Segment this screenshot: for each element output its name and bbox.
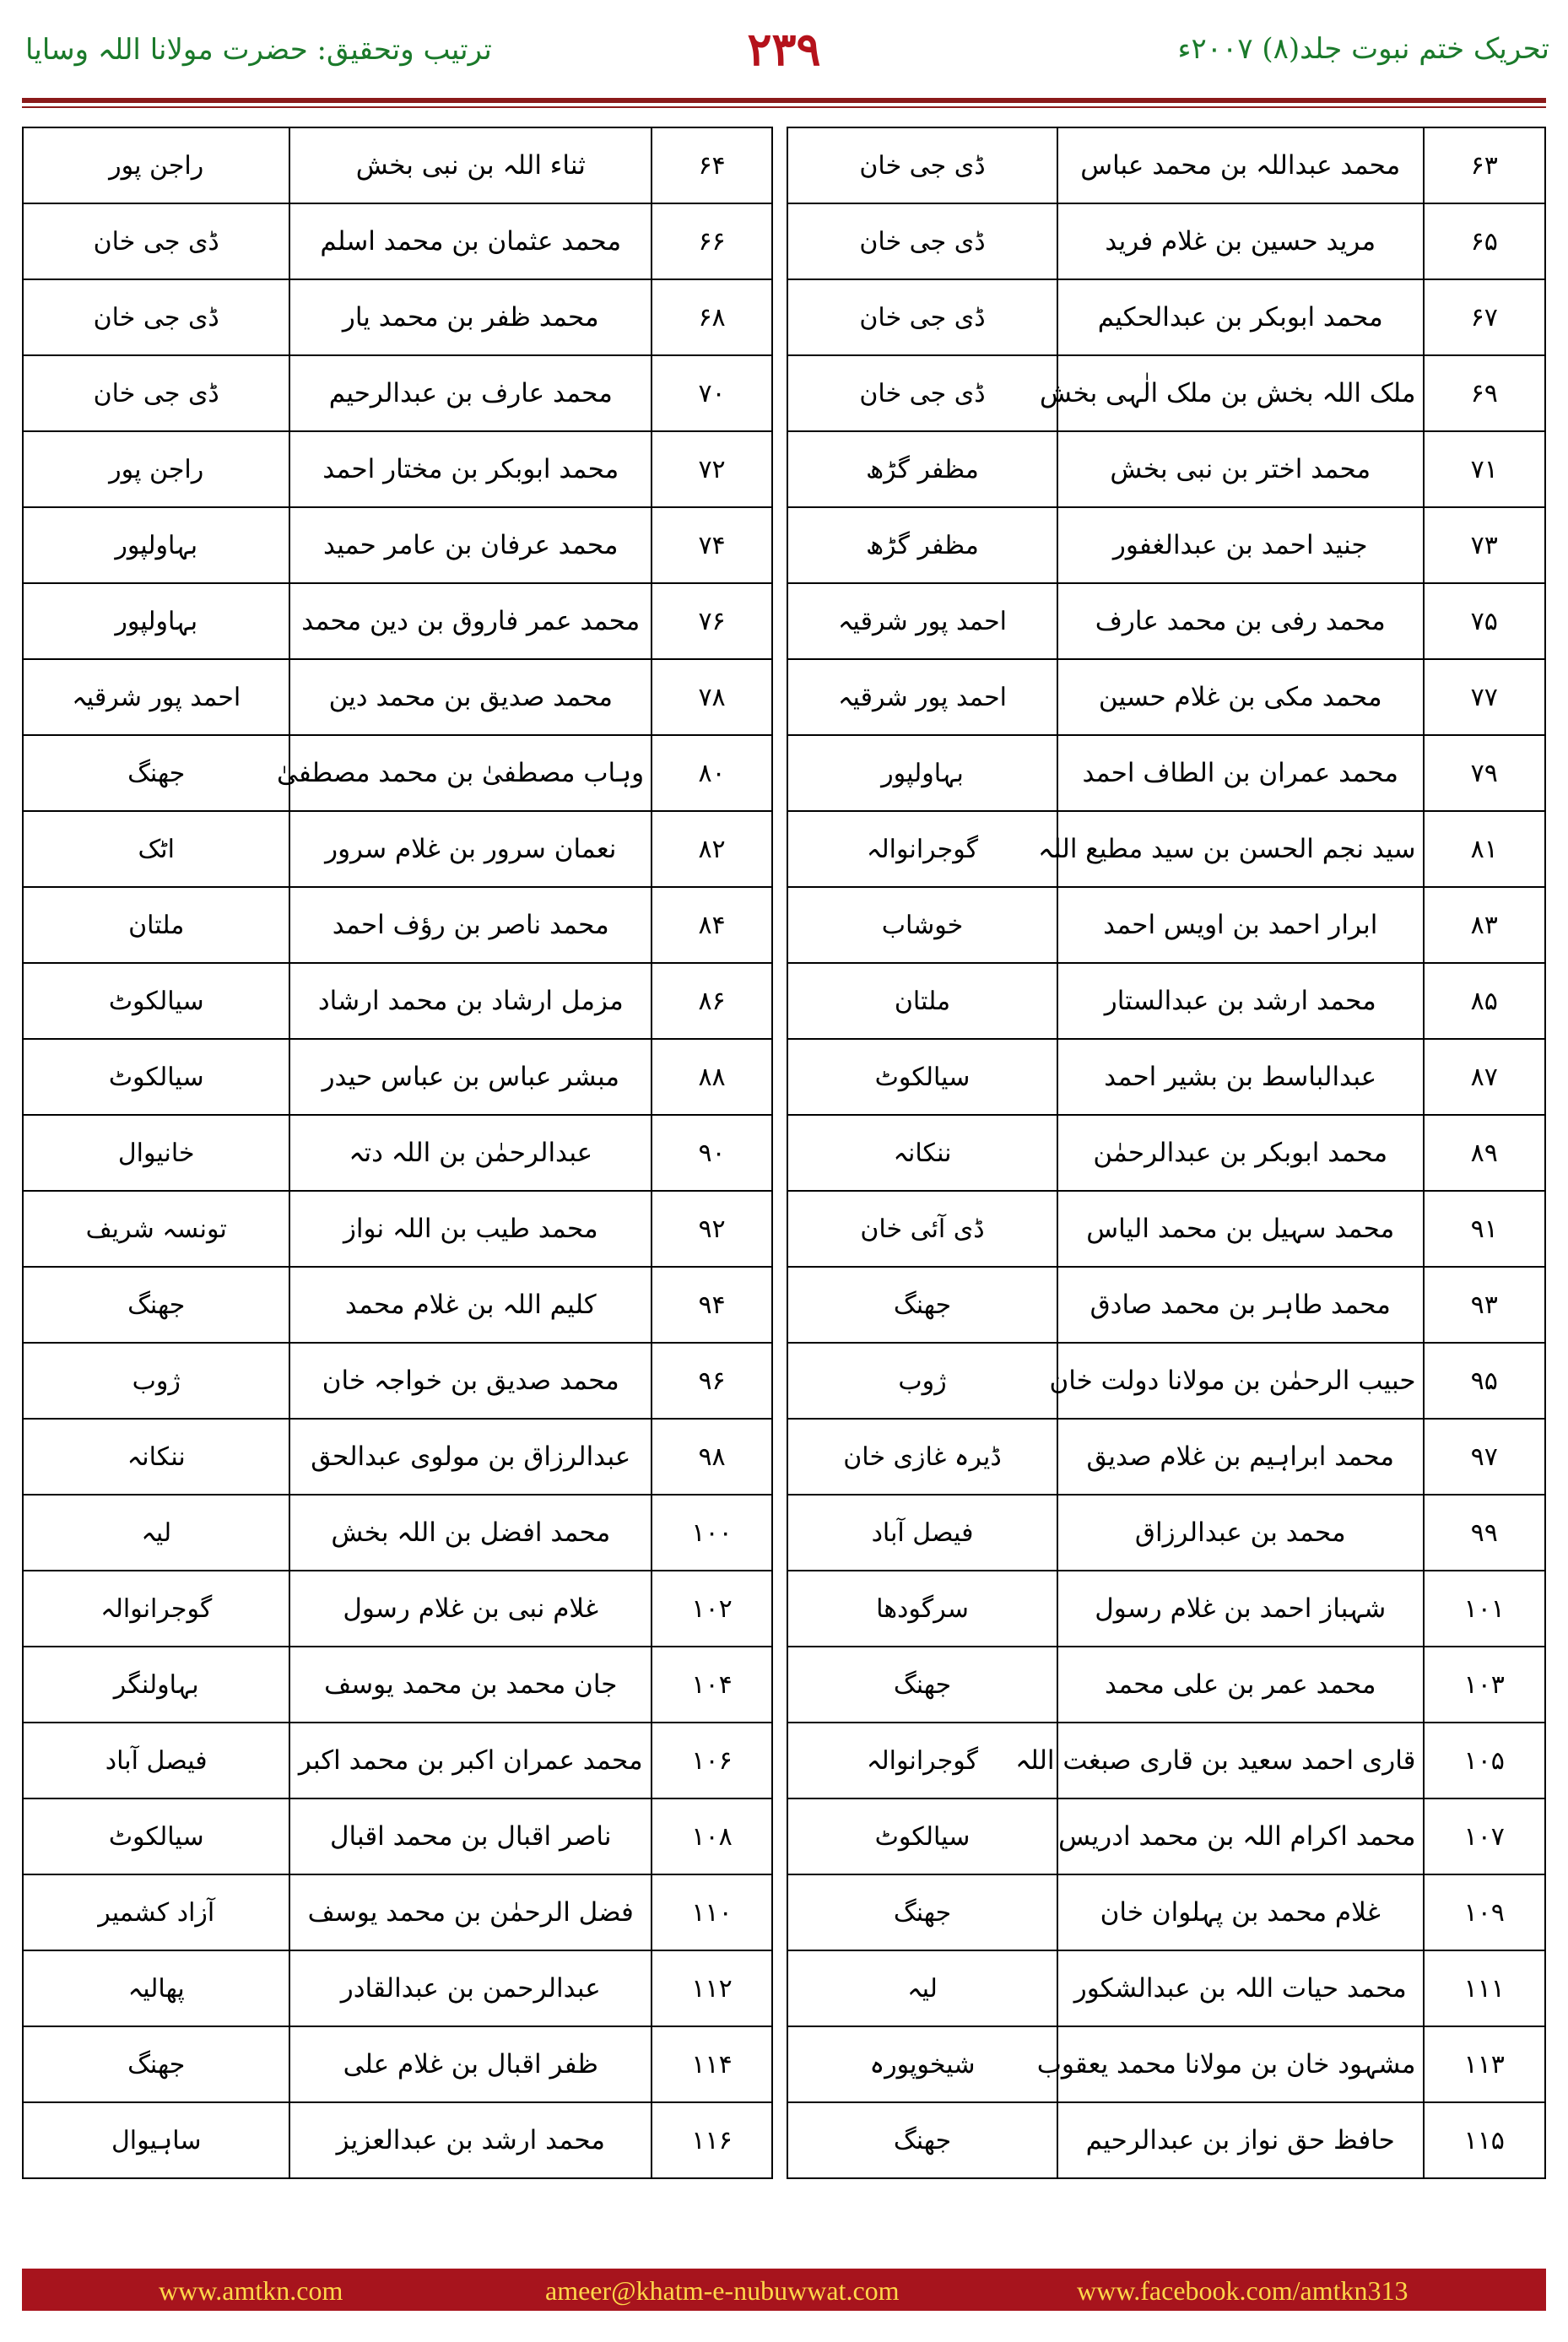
row-number: ۱۱۰ [652,1874,772,1950]
row-number: ۹۸ [652,1419,772,1495]
person-name: ناصر اقبال بن محمد اقبال [289,1798,652,1874]
person-name: محمد عمران اکبر بن محمد اکبر [289,1723,652,1798]
person-name: محمد عرفان بن عامر حمید [289,507,652,583]
person-name: محمد ارشد بن عبدالستار [1057,963,1424,1039]
table-row [23,1039,772,1115]
person-name: محمد مکی بن غلام حسین [1057,659,1424,735]
place-name: احمد پور شرقیہ [787,659,1057,735]
row-number: ۷۰ [652,355,772,431]
book-title: تحریک ختم نبوت جلد(۸) ۲۰۰۷ء [1177,32,1549,66]
place-name: لیہ [787,1950,1057,2026]
right-table [787,127,1546,2179]
row-number: ۱۱۳ [1424,2026,1546,2102]
person-name: محمد ناصر بن رؤف احمد [289,887,652,963]
person-name: محمد ابوبکر بن عبدالرحمٰن [1057,1115,1424,1191]
table-row [23,1495,772,1571]
person-name: محمد افضل بن اللہ بخش [289,1495,652,1571]
row-number: ۱۰۰ [652,1495,772,1571]
row-number: ۱۰۲ [652,1571,772,1647]
person-name: جان محمد بن محمد یوسف [289,1647,652,1723]
person-name: حبیب الرحمٰن بن مولانا دولت خان [1057,1343,1424,1419]
table-row [787,2026,1545,2102]
table-row [787,659,1545,735]
place-name: ننکانہ [787,1115,1057,1191]
person-name: محمد رفی بن محمد عارف [1057,583,1424,659]
table-row [787,279,1545,355]
table-row [787,1571,1545,1647]
row-number: ۱۰۶ [652,1723,772,1798]
row-number: ۱۰۴ [652,1647,772,1723]
row-number: ۸۰ [652,735,772,811]
row-number: ۹۶ [652,1343,772,1419]
person-name: مشہود خان بن مولانا محمد یعقوب [1057,2026,1424,2102]
table-row [23,1950,772,2026]
row-number: ۹۰ [652,1115,772,1191]
row-number: ۶۸ [652,279,772,355]
person-name: مرید حسین بن غلام فرید [1057,203,1424,279]
place-name: بہاولنگر [23,1647,289,1723]
row-number: ۸۵ [1424,963,1546,1039]
place-name: ڈی جی خان [787,203,1057,279]
page-header [0,0,1568,101]
tables-area [22,127,1546,2237]
place-name: ملتان [787,963,1057,1039]
place-name: بہاولپور [23,507,289,583]
row-number: ۱۰۱ [1424,1571,1546,1647]
person-name: محمد طاہر بن محمد صادق [1057,1267,1424,1343]
row-number: ۱۰۵ [1424,1723,1546,1798]
person-name: عبدالرزاق بن مولوی عبدالحق [289,1419,652,1495]
place-name: ڈی جی خان [787,279,1057,355]
table-row [23,1267,772,1343]
place-name: ساہیوال [23,2102,289,2178]
row-number: ۸۶ [652,963,772,1039]
row-number: ۶۵ [1424,203,1546,279]
row-number: ۹۹ [1424,1495,1546,1571]
place-name: ڈی جی خان [23,355,289,431]
table-row [787,431,1545,507]
row-number: ۱۱۲ [652,1950,772,2026]
row-number: ۶۷ [1424,279,1546,355]
person-name: محمد عثمان بن محمد اسلم [289,203,652,279]
person-name: محمد عارف بن عبدالرحیم [289,355,652,431]
header-rule-thick [22,98,1546,103]
place-name: جھنگ [787,1874,1057,1950]
table-row [23,1723,772,1798]
place-name: خانیوال [23,1115,289,1191]
person-name: محمد صدیق بن خواجہ خان [289,1343,652,1419]
table-row [787,1874,1545,1950]
person-name: مزمل ارشاد بن محمد ارشاد [289,963,652,1039]
table-row [787,811,1545,887]
person-name: جنید احمد بن عبدالغفور [1057,507,1424,583]
page-number: ۲۳۹ [747,22,821,76]
row-number: ۷۲ [652,431,772,507]
table-row [23,507,772,583]
website-link[interactable]: www.amtkn.com [159,2275,343,2306]
facebook-link[interactable]: www.facebook.com/amtkn313 [1077,2275,1408,2306]
place-name: گوجرانوالہ [787,1723,1057,1798]
table-row [787,1115,1545,1191]
table-row [787,2102,1545,2178]
person-name: حافظ حق نواز بن عبدالرحیم [1057,2102,1424,2178]
row-number: ۱۱۱ [1424,1950,1546,2026]
table-row [23,2102,772,2178]
person-name: محمد عمران بن الطاف احمد [1057,735,1424,811]
person-name: وہاب مصطفیٰ بن محمد مصطفیٰ [289,735,652,811]
table-row [787,1039,1545,1115]
table-row [23,1343,772,1419]
row-number: ۱۱۶ [652,2102,772,2178]
row-number: ۱۰۷ [1424,1798,1546,1874]
table-row [787,963,1545,1039]
table-row [787,1950,1545,2026]
place-name: سیالکوٹ [23,1039,289,1115]
row-number: ۸۸ [652,1039,772,1115]
table-row [787,1191,1545,1267]
place-name: ڈی جی خان [787,127,1057,203]
person-name: غلام محمد بن پہلوان خان [1057,1874,1424,1950]
row-number: ۱۰۸ [652,1798,772,1874]
table-row [23,1647,772,1723]
place-name: جھنگ [23,1267,289,1343]
table-row [23,355,772,431]
person-name: ابرار احمد بن اویس احمد [1057,887,1424,963]
person-name: عبدالباسط بن بشیر احمد [1057,1039,1424,1115]
table-row [787,355,1545,431]
place-name: سیالکوٹ [23,1798,289,1874]
place-name: گوجرانوالہ [23,1571,289,1647]
place-name: ژوب [23,1343,289,1419]
person-name: فضل الرحمٰن بن محمد یوسف [289,1874,652,1950]
person-name: محمد ابراہیم بن غلام صدیق [1057,1419,1424,1495]
row-number: ۱۰۹ [1424,1874,1546,1950]
table-row [23,887,772,963]
page-footer [22,2269,1546,2311]
person-name: محمد سہیل بن محمد الیاس [1057,1191,1424,1267]
row-number: ۸۱ [1424,811,1546,887]
place-name: مظفر گڑھ [787,431,1057,507]
table-row [787,1419,1545,1495]
place-name: ڈیرہ غازی خان [787,1419,1057,1495]
header-rule-thin [22,106,1546,108]
table-row [787,1723,1545,1798]
place-name: گوجرانوالہ [787,811,1057,887]
person-name: محمد عمر بن علی محمد [1057,1647,1424,1723]
row-number: ۱۱۵ [1424,2102,1546,2178]
row-number: ۹۲ [652,1191,772,1267]
place-name: احمد پور شرقیہ [23,659,289,735]
table-row [23,1571,772,1647]
row-number: ۷۶ [652,583,772,659]
row-number: ۷۱ [1424,431,1546,507]
person-name: محمد صدیق بن محمد دین [289,659,652,735]
place-name: ڈی جی خان [787,355,1057,431]
place-name: ڈی جی خان [23,279,289,355]
table-row [787,1343,1545,1419]
place-name: ننکانہ [23,1419,289,1495]
place-name: جھنگ [23,2026,289,2102]
table-row [787,1267,1545,1343]
place-name: راجن پور [23,127,289,203]
person-name: قاری احمد سعید بن قاری صبغت اللہ [1057,1723,1424,1798]
place-name: جھنگ [787,1647,1057,1723]
left-table [22,127,773,2179]
person-name: غلام نبی بن غلام رسول [289,1571,652,1647]
row-number: ۸۲ [652,811,772,887]
place-name: جھنگ [787,1267,1057,1343]
place-name: تونسہ شریف [23,1191,289,1267]
row-number: ۹۵ [1424,1343,1546,1419]
person-name: عبدالرحمن بن عبدالقادر [289,1950,652,2026]
place-name: بہاولپور [787,735,1057,811]
place-name: لیہ [23,1495,289,1571]
row-number: ۶۹ [1424,355,1546,431]
place-name: خوشاب [787,887,1057,963]
place-name: فیصل آباد [23,1723,289,1798]
place-name: ملتان [23,887,289,963]
place-name: پھالیہ [23,1950,289,2026]
place-name: ڈی آئی خان [787,1191,1057,1267]
person-name: سید نجم الحسن بن سید مطیع اللہ [1057,811,1424,887]
place-name: فیصل آباد [787,1495,1057,1571]
table-row [23,659,772,735]
place-name: سیالکوٹ [787,1798,1057,1874]
place-name: شیخوپورہ [787,2026,1057,2102]
table-row [23,279,772,355]
place-name: احمد پور شرقیہ [787,583,1057,659]
table-row [787,583,1545,659]
table-row [23,1191,772,1267]
table-row [23,1798,772,1874]
table-row [787,203,1545,279]
row-number: ۷۴ [652,507,772,583]
person-name: نعمان سرور بن غلام سرور [289,811,652,887]
table-row [787,1495,1545,1571]
row-number: ۹۷ [1424,1419,1546,1495]
person-name: عبدالرحمٰن بن اللہ دتہ [289,1115,652,1191]
table-row [787,887,1545,963]
row-number: ۸۹ [1424,1115,1546,1191]
table-row [23,431,772,507]
person-name: شہباز احمد بن غلام رسول [1057,1571,1424,1647]
person-name: کلیم اللہ بن غلام محمد [289,1267,652,1343]
row-number: ۶۶ [652,203,772,279]
place-name: جھنگ [23,735,289,811]
row-number: ۹۱ [1424,1191,1546,1267]
table-row [787,1647,1545,1723]
person-name: محمد بن عبدالرزاق [1057,1495,1424,1571]
place-name: مظفر گڑھ [787,507,1057,583]
place-name: سیالکوٹ [23,963,289,1039]
place-name: اٹک [23,811,289,887]
row-number: ۶۴ [652,127,772,203]
table-row [23,963,772,1039]
row-number: ۱۱۴ [652,2026,772,2102]
person-name: ظفر اقبال بن غلام علی [289,2026,652,2102]
table-row [787,735,1545,811]
person-name: مبشر عباس بن عباس حیدر [289,1039,652,1115]
table-row [23,735,772,811]
place-name: جھنگ [787,2102,1057,2178]
table-row [23,1874,772,1950]
row-number: ۱۰۳ [1424,1647,1546,1723]
row-number: ۷۸ [652,659,772,735]
person-name: محمد عمر فاروق بن دین محمد [289,583,652,659]
table-row [23,2026,772,2102]
person-name: محمد اختر بن نبی بخش [1057,431,1424,507]
table-row [23,203,772,279]
place-name: بہاولپور [23,583,289,659]
table-row [23,583,772,659]
place-name: آزاد کشمیر [23,1874,289,1950]
row-number: ۷۳ [1424,507,1546,583]
person-name: محمد اکرام اللہ بن محمد ادریس [1057,1798,1424,1874]
row-number: ۶۳ [1424,127,1546,203]
person-name: محمد طیب بن اللہ نواز [289,1191,652,1267]
table-row [787,127,1545,203]
row-number: ۸۷ [1424,1039,1546,1115]
compiler-credit: ترتیب وتحقیق: حضرت مولانا اللہ وسایا [25,33,492,67]
table-row [23,127,772,203]
row-number: ۹۴ [652,1267,772,1343]
row-number: ۷۵ [1424,583,1546,659]
place-name: سیالکوٹ [787,1039,1057,1115]
row-number: ۸۳ [1424,887,1546,963]
place-name: سرگودھا [787,1571,1057,1647]
table-row [23,811,772,887]
table-row [23,1419,772,1495]
person-name: ملک اللہ بخش بن ملک الٰہی بخش [1057,355,1424,431]
person-name: محمد ظفر بن محمد یار [289,279,652,355]
row-number: ۹۳ [1424,1267,1546,1343]
person-name: محمد ابوبکر بن عبدالحکیم [1057,279,1424,355]
table-row [23,1115,772,1191]
table-row [787,507,1545,583]
person-name: محمد ارشد بن عبدالعزیز [289,2102,652,2178]
row-number: ۸۴ [652,887,772,963]
place-name: ژوب [787,1343,1057,1419]
place-name: راجن پور [23,431,289,507]
table-row [787,1798,1545,1874]
row-number: ۷۷ [1424,659,1546,735]
person-name: محمد حیات اللہ بن عبدالشکور [1057,1950,1424,2026]
person-name: محمد ابوبکر بن مختار احمد [289,431,652,507]
person-name: ثناء اللہ بن نبی بخش [289,127,652,203]
place-name: ڈی جی خان [23,203,289,279]
row-number: ۷۹ [1424,735,1546,811]
person-name: محمد عبداللہ بن محمد عباس [1057,127,1424,203]
email-link[interactable]: ameer@khatm-e-nubuwwat.com [545,2275,900,2306]
